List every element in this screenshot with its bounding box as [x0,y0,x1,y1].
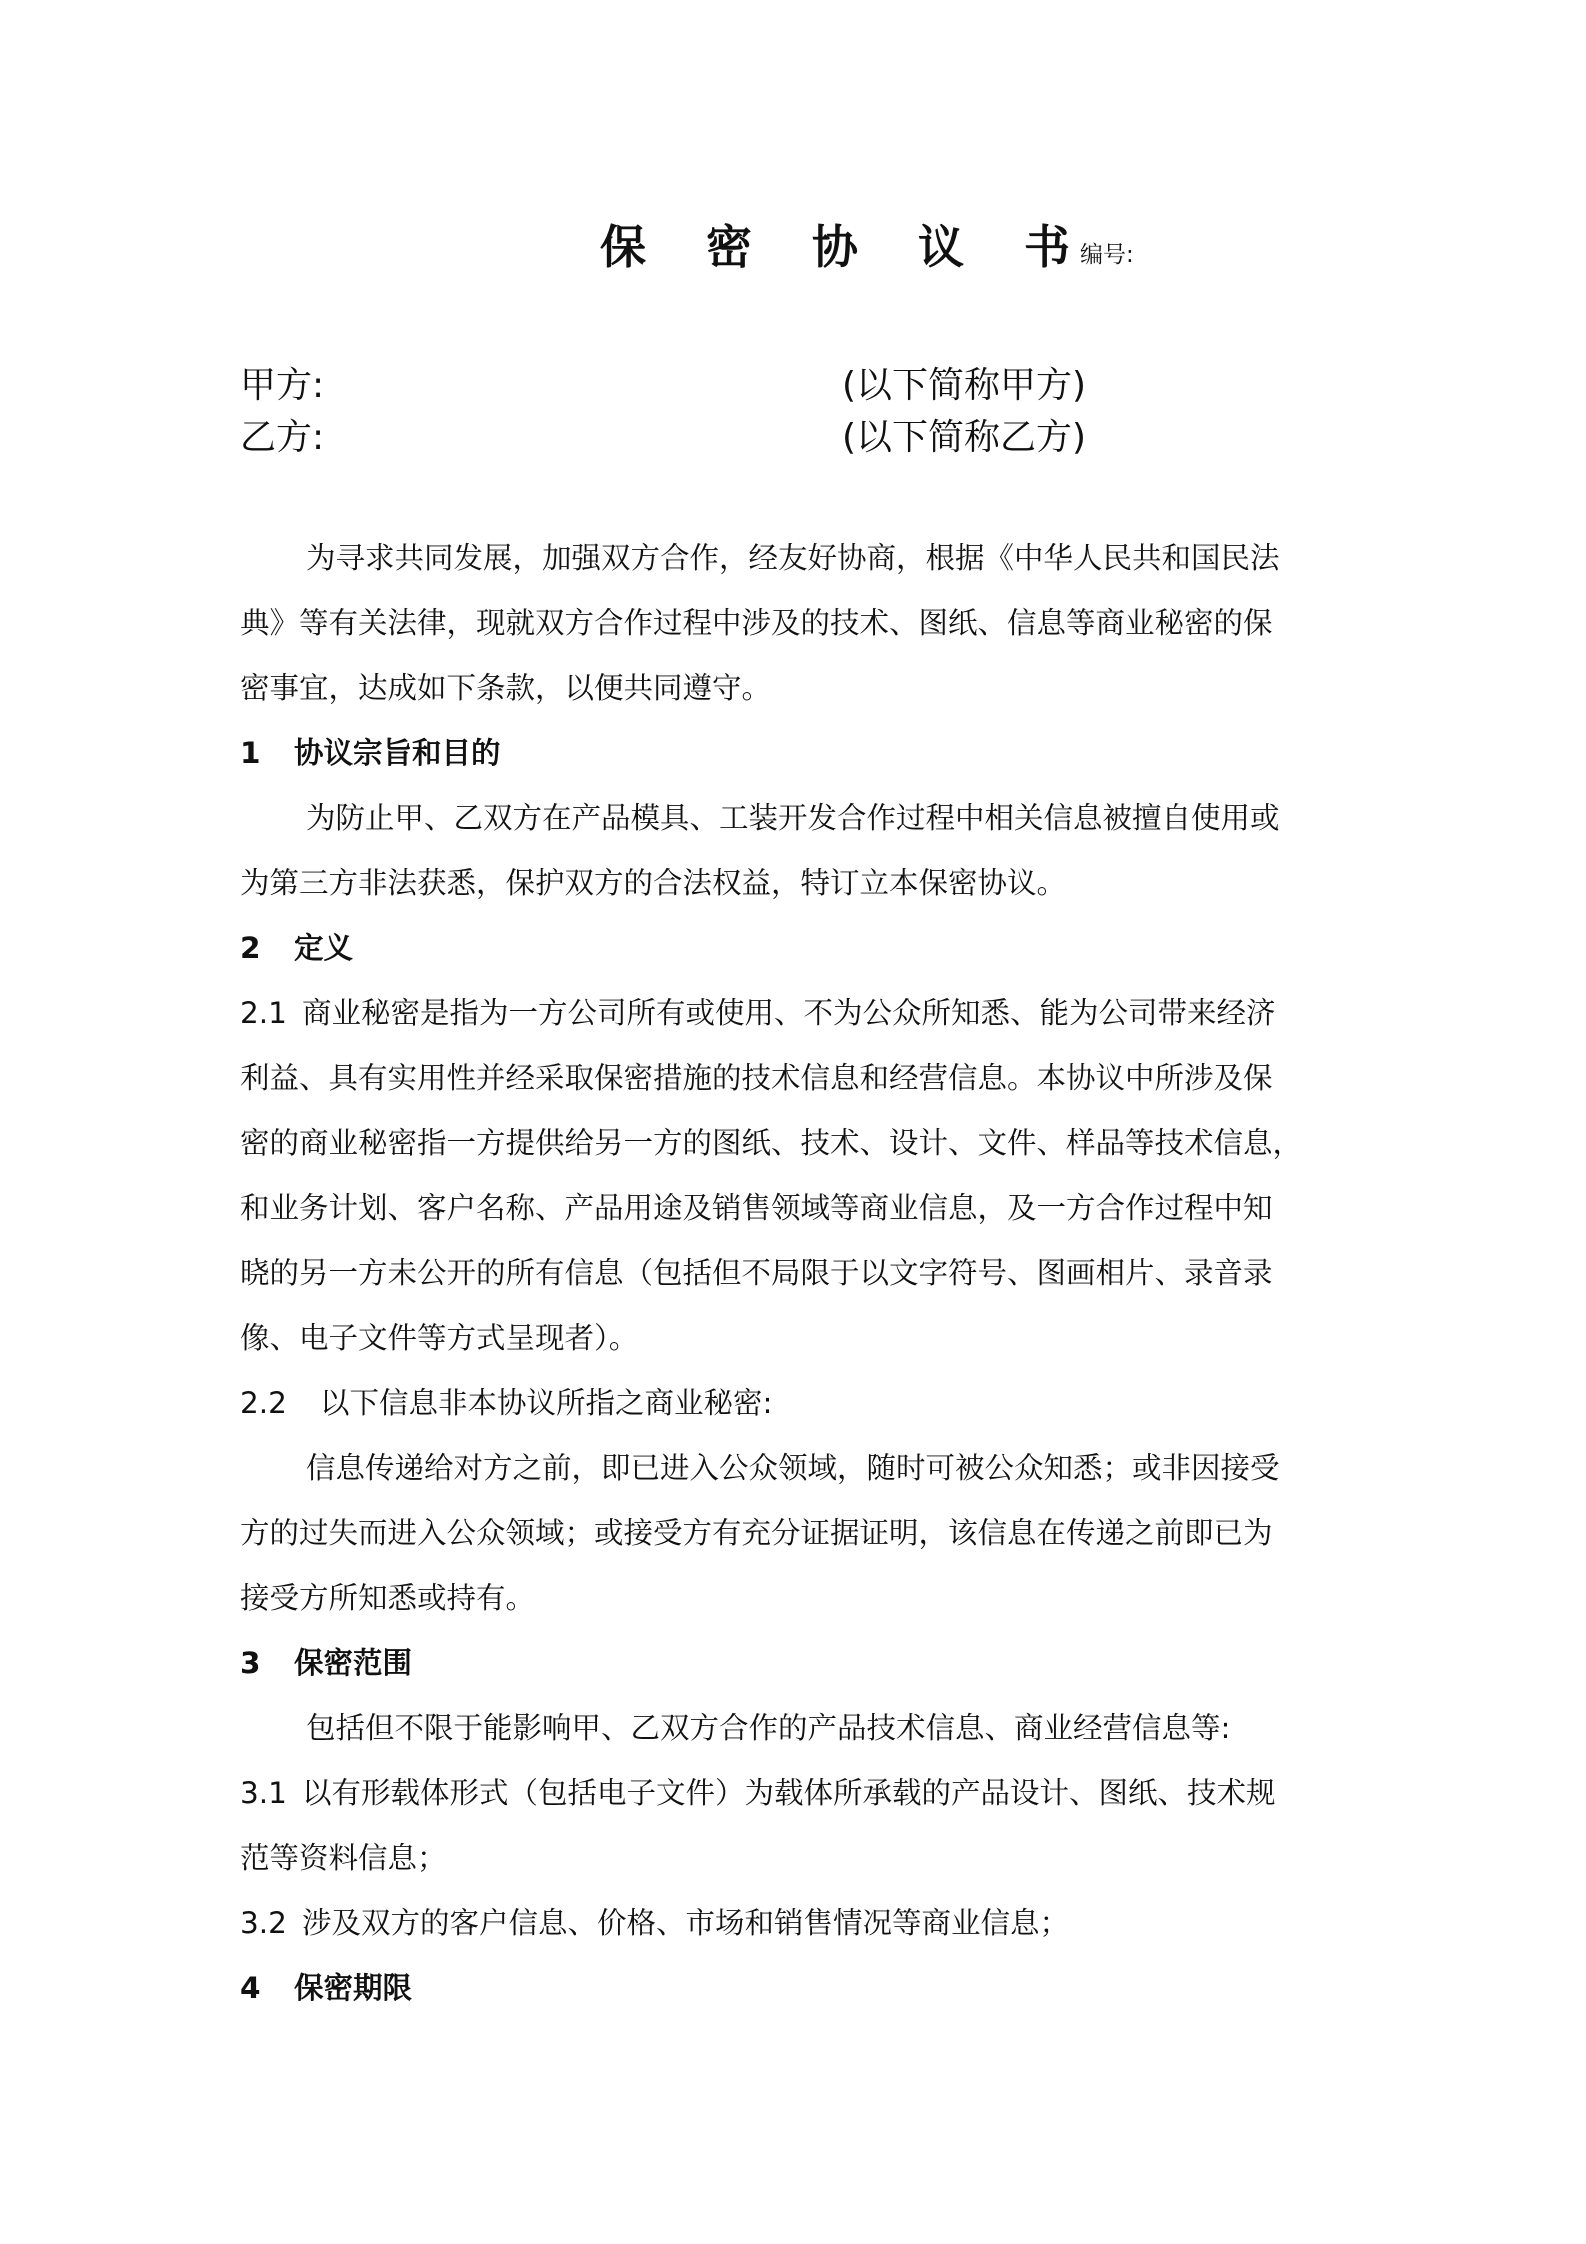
clause-3-2-line [240,1891,1360,1956]
clause-2-2-line [240,1371,1360,1436]
clause-number: 3.1 [240,1776,287,1810]
clause-text: 以有形载体形式（包括电子文件）为载体所承载的产品设计、图纸、技术规 [302,1776,1276,1810]
document-title: 保 密 协 议 书 [600,220,1093,274]
clause-number: 2.1 [240,996,287,1030]
document-body [240,526,1360,2021]
section-number: 4 [240,1971,261,2005]
party-b-note: (以下简称乙方) [842,417,1087,458]
clause-text: 商业秘密是指为一方公司所有或使用、不为公众所知悉、能为公司带来经济 [302,996,1276,1030]
clause-number: 2.2 [240,1386,287,1420]
clause-2-2-detail-line: 接受方所知悉或持有。 [240,1581,536,1615]
section-3-intro: 包括但不限于能影响甲、乙双方合作的产品技术信息、商业经营信息等: [306,1711,1231,1745]
section-number: 1 [240,736,261,770]
section-2-heading [240,916,1360,981]
preamble-line: 为寻求共同发展，加强双方合作，经友好协商，根据《中华人民共和国民法 [306,541,1280,575]
clause-2-1-line: 晓的另一方未公开的所有信息（包括但不局限于以文字符号、图画相片、录音录 [240,1256,1273,1290]
section-1-heading [240,721,1360,786]
section-title: 协议宗旨和目的 [294,736,501,770]
clause-2-2-detail-line: 方的过失而进入公众领域；或接受方有充分证据证明，该信息在传递之前即已为 [240,1516,1273,1550]
clause-2-1-line: 和业务计划、客户名称、产品用途及销售领域等商业信息，及一方合作过程中知 [240,1191,1273,1225]
clause-2-1-line: 像、电子文件等方式呈现者）。 [240,1321,639,1355]
clause-2-1-line: 密的商业秘密指一方提供给另一方的图纸、技术、设计、文件、样品等技术信息， [240,1126,1303,1160]
preamble-line: 密事宜，达成如下条款，以便共同遵守。 [240,671,772,705]
clause-2-2-detail-line: 信息传递给对方之前，即已进入公众领域，随时可被公众知悉；或非因接受 [306,1451,1280,1485]
document-number-label: 编号: [1080,242,1134,268]
clause-3-1-line [240,1761,1360,1826]
clause-3-1-line: 范等资料信息； [240,1841,447,1875]
section-1-line: 为防止甲、乙双方在产品模具、工装开发合作过程中相关信息被擅自使用或 [306,801,1280,835]
section-number: 3 [240,1646,261,1680]
party-a-label: 甲方: [240,365,325,406]
party-b-label: 乙方: [240,417,325,458]
section-title: 保密期限 [294,1971,413,2005]
party-a-note: (以下简称甲方) [842,365,1087,406]
section-number: 2 [240,931,261,965]
clause-2-1-line: 利益、具有实用性并经采取保密措施的技术信息和经营信息。本协议中所涉及保 [240,1061,1273,1095]
section-title: 定义 [294,931,354,965]
section-3-heading [240,1631,1360,1696]
clause-number: 3.2 [240,1906,287,1940]
section-1-line: 为第三方非法获悉，保护双方的合法权益，特订立本保密协议。 [240,866,1067,900]
clause-text: 涉及双方的客户信息、价格、市场和销售情况等商业信息； [302,1906,1070,1940]
section-title: 保密范围 [294,1646,413,1680]
section-4-heading [240,1956,1360,2021]
clause-2-1-line [240,981,1360,1046]
preamble-line: 典》等有关法律，现就双方合作过程中涉及的技术、图纸、信息等商业秘密的保 [240,606,1273,640]
party-a-line [240,360,1380,412]
clause-text: 以下信息非本协议所指之商业秘密: [320,1386,773,1420]
party-b-line [240,412,1380,464]
